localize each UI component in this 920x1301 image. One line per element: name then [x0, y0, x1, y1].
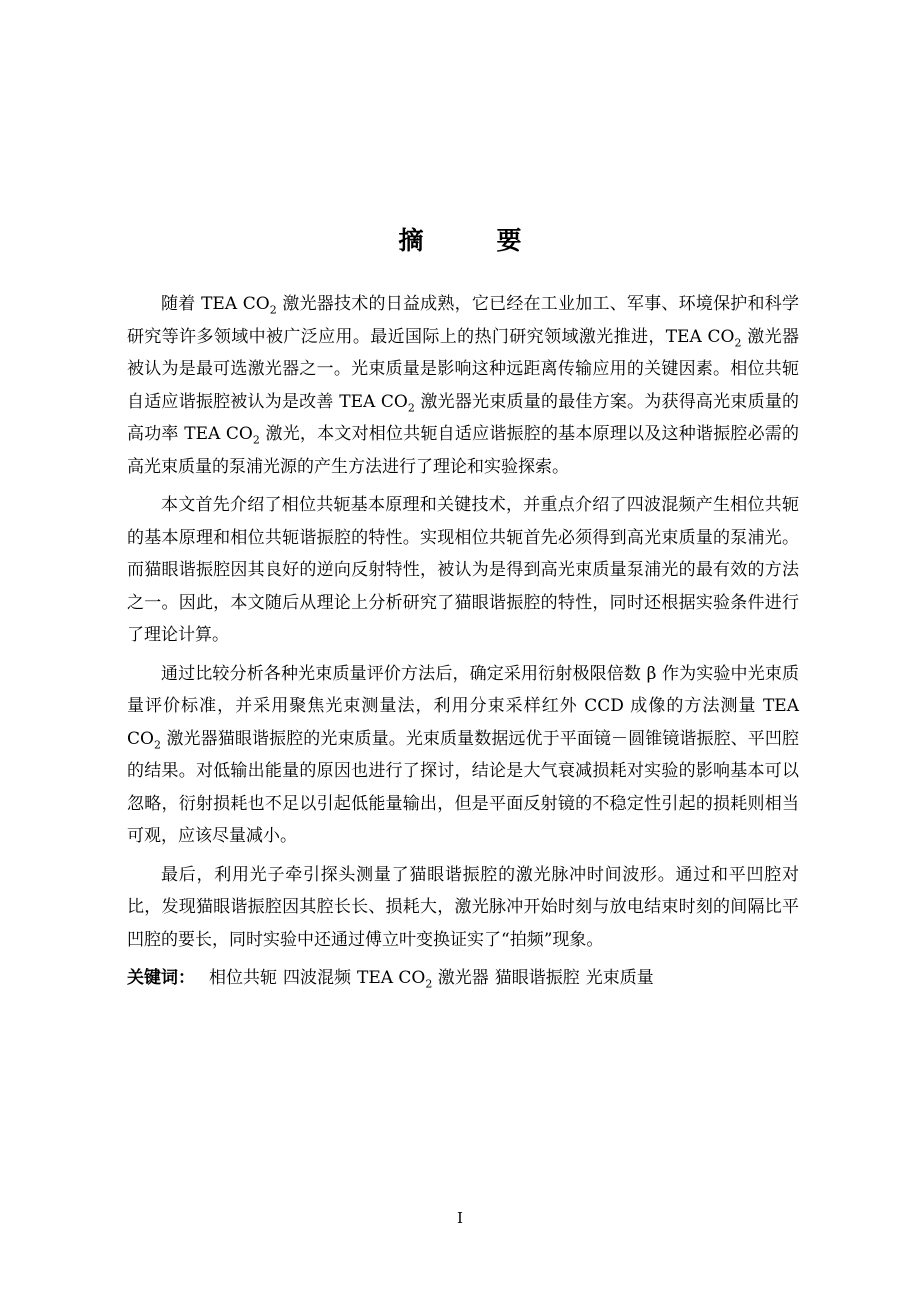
keywords-label: 关键词：	[127, 968, 195, 988]
abstract-paragraph-1: 随着 TEA $CO_2$ 激光器技术的日益成熟，它已经在工业加工、军事、环境保护和科学研究等许多领域中被广泛应用。最近国际上的热门研究领域激光推进，TEA $CO_2$ 激光器被认为是最可选激光器之一。光束质量是影响这种远距离传输应用的关键因素。相位共轭自适应谐振腔被认为是改善 TEA $CO_2$ 激光器光束质量的最佳方案。为获得高光束质量的高功率 TEA $CO_2$ 激光，本文对相位共轭自适应谐振腔的基本原理以及这种谐振腔必需的高光束质量的泵浦光源的产生方法进行了理论和实验探索。	[127, 294, 800, 477]
abstract-paragraph-3: 通过比较分析各种光束质量评价方法后，确定采用衍射极限倍数 β 作为实验中光束质量评价标准，并采用聚焦光束测量法，利用分束采样红外 CCD 成像的方法测量 TEA $CO_2$ 激光器猫眼谐振腔的光束质量。光束质量数据远优于平面镜－圆锥镜谐振腔、平凹腔的结果。对低输出能量的原因也进行了探讨，结论是大气衰减损耗对实验的影响基本可以忽略，衍射损耗也不足以引起低能量输出，但是平面反射镜的不稳定性引起的损耗则相当可观，应该尽量减小。	[127, 663, 799, 846]
keyword-item: 四波混频	[283, 968, 351, 988]
keyword-item: 猫眼谐振腔	[494, 968, 580, 988]
abstract-paragraph-2: 本文首先介绍了相位共轭基本原理和关键技术，并重点介绍了四波混频产生相位共轭的基本原理和相位共轭谐振腔的特性。实现相位共轭首先必须得到高光束质量的泵浦光。而猫眼谐振腔因其良好的逆向反射特性，被认为是得到高光束质量泵浦光的最有效的方法之一。因此，本文随后从理论上分析研究了猫眼谐振腔的特性，同时还根据实验条件进行了理论计算。	[127, 495, 799, 645]
page-number: I	[457, 1209, 463, 1227]
keyword-item: TEA $CO_2$ 激光器	[357, 968, 489, 991]
keyword-item: 光束质量	[585, 968, 654, 988]
abstract-paragraph-4: 最后，利用光子牵引探头测量了猫眼谐振腔的激光脉冲时间波形。通过和平凹腔对比，发现猫眼谐振腔因其腔长长、损耗大，激光脉冲开始时刻与放电结束时刻的间隔比平凹腔的要长，同时实验中还通过傅立叶变换证实了“拍频”现象。	[127, 864, 799, 950]
keywords-line	[127, 962, 799, 994]
keyword-item: 相位共轭	[209, 968, 277, 988]
abstract-body	[127, 288, 799, 994]
page-title: 摘 要	[398, 226, 546, 255]
